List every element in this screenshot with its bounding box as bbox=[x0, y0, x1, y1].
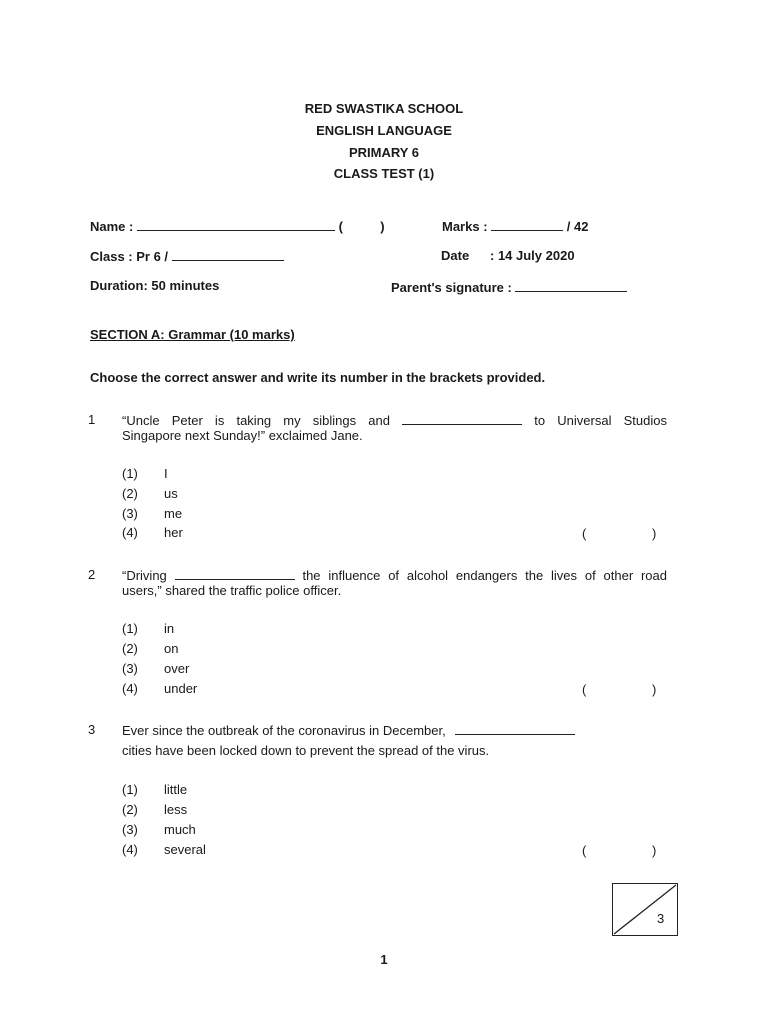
score-box-diagonal bbox=[612, 883, 678, 936]
test-title: CLASS TEST (1) bbox=[333, 166, 435, 181]
answer-bracket-close[interactable]: ) bbox=[652, 682, 657, 697]
date-label: Date bbox=[441, 248, 470, 263]
school-name: RED SWASTIKA SCHOOL bbox=[304, 101, 464, 116]
option-text: over bbox=[164, 661, 190, 676]
option-text: us bbox=[164, 486, 178, 501]
answer-bracket-close[interactable]: ) bbox=[652, 843, 657, 858]
parent-signature-field[interactable] bbox=[391, 279, 627, 295]
marks-label: Marks : bbox=[442, 219, 488, 234]
option-text: less bbox=[164, 802, 188, 817]
name-bracket-open: ( bbox=[338, 219, 343, 234]
option-number: (3) bbox=[122, 661, 138, 676]
answer-bracket-open[interactable]: ( bbox=[582, 843, 587, 858]
question-stem-line2: users,” shared the traffic police officer. bbox=[122, 583, 342, 598]
question-stem-line1: Ever since the outbreak of the coronavirus in December, bbox=[122, 722, 575, 738]
option-text: on bbox=[164, 641, 179, 656]
marks-total: / 42 bbox=[566, 219, 589, 234]
question-stem-line1: “Uncle Peter is taking my siblings and to Universal Studios bbox=[122, 413, 667, 428]
duration-text: Duration: 50 minutes bbox=[90, 278, 220, 293]
answer-blank bbox=[455, 722, 575, 735]
subject-title: ENGLISH LANGUAGE bbox=[316, 123, 452, 138]
name-label: Name : bbox=[90, 219, 134, 234]
question-number: 3 bbox=[88, 722, 96, 737]
marks-blank[interactable] bbox=[491, 218, 563, 231]
option-number: (1) bbox=[122, 621, 138, 636]
answer-bracket-close[interactable]: ) bbox=[652, 526, 657, 541]
section-instruction: Choose the correct answer and write its number in the brackets provided. bbox=[90, 370, 546, 385]
score-box[interactable] bbox=[612, 883, 678, 936]
parent-signature-blank[interactable] bbox=[515, 279, 627, 292]
answer-bracket-open[interactable]: ( bbox=[582, 682, 587, 697]
option-number: (3) bbox=[122, 506, 138, 521]
option-number: (2) bbox=[122, 802, 138, 817]
class-label: Class : Pr 6 / bbox=[90, 249, 169, 264]
question-stem-line2: cities have been locked down to prevent the spread of the virus. bbox=[122, 743, 490, 758]
class-blank[interactable] bbox=[172, 248, 284, 261]
class-field[interactable] bbox=[90, 248, 284, 264]
option-text: her bbox=[164, 525, 183, 540]
level-title: PRIMARY 6 bbox=[348, 145, 420, 160]
parent-signature-label: Parent's signature : bbox=[391, 280, 512, 295]
marks-field[interactable] bbox=[442, 218, 588, 234]
option-number: (4) bbox=[122, 681, 138, 696]
option-text: several bbox=[164, 842, 206, 857]
section-title: SECTION A: Grammar (10 marks) bbox=[90, 327, 295, 342]
option-number: (4) bbox=[122, 842, 138, 857]
option-number: (2) bbox=[122, 641, 138, 656]
option-text: I bbox=[164, 466, 168, 481]
option-number: (1) bbox=[122, 466, 138, 481]
name-blank[interactable] bbox=[137, 218, 335, 231]
question-stem-line1: “Driving the influence of alcohol endangers the lives of other road bbox=[122, 568, 667, 583]
option-number: (3) bbox=[122, 822, 138, 837]
page-number: 1 bbox=[380, 952, 388, 967]
question-number: 2 bbox=[88, 567, 96, 582]
option-number: (2) bbox=[122, 486, 138, 501]
answer-blank bbox=[402, 412, 522, 425]
option-text: much bbox=[164, 822, 196, 837]
score-box-max: 3 bbox=[657, 911, 665, 926]
option-text: little bbox=[164, 782, 188, 797]
question-stem-line2: Singapore next Sunday!” exclaimed Jane. bbox=[122, 428, 363, 443]
option-text: under bbox=[164, 681, 198, 696]
answer-bracket-open[interactable]: ( bbox=[582, 526, 587, 541]
option-number: (1) bbox=[122, 782, 138, 797]
name-bracket-close: ) bbox=[380, 219, 385, 234]
option-text: me bbox=[164, 506, 183, 521]
question-number: 1 bbox=[88, 412, 96, 427]
option-text: in bbox=[164, 621, 175, 636]
option-number: (4) bbox=[122, 525, 138, 540]
answer-blank bbox=[175, 567, 295, 580]
date-value: : 14 July 2020 bbox=[490, 248, 575, 263]
name-field[interactable] bbox=[90, 218, 385, 234]
